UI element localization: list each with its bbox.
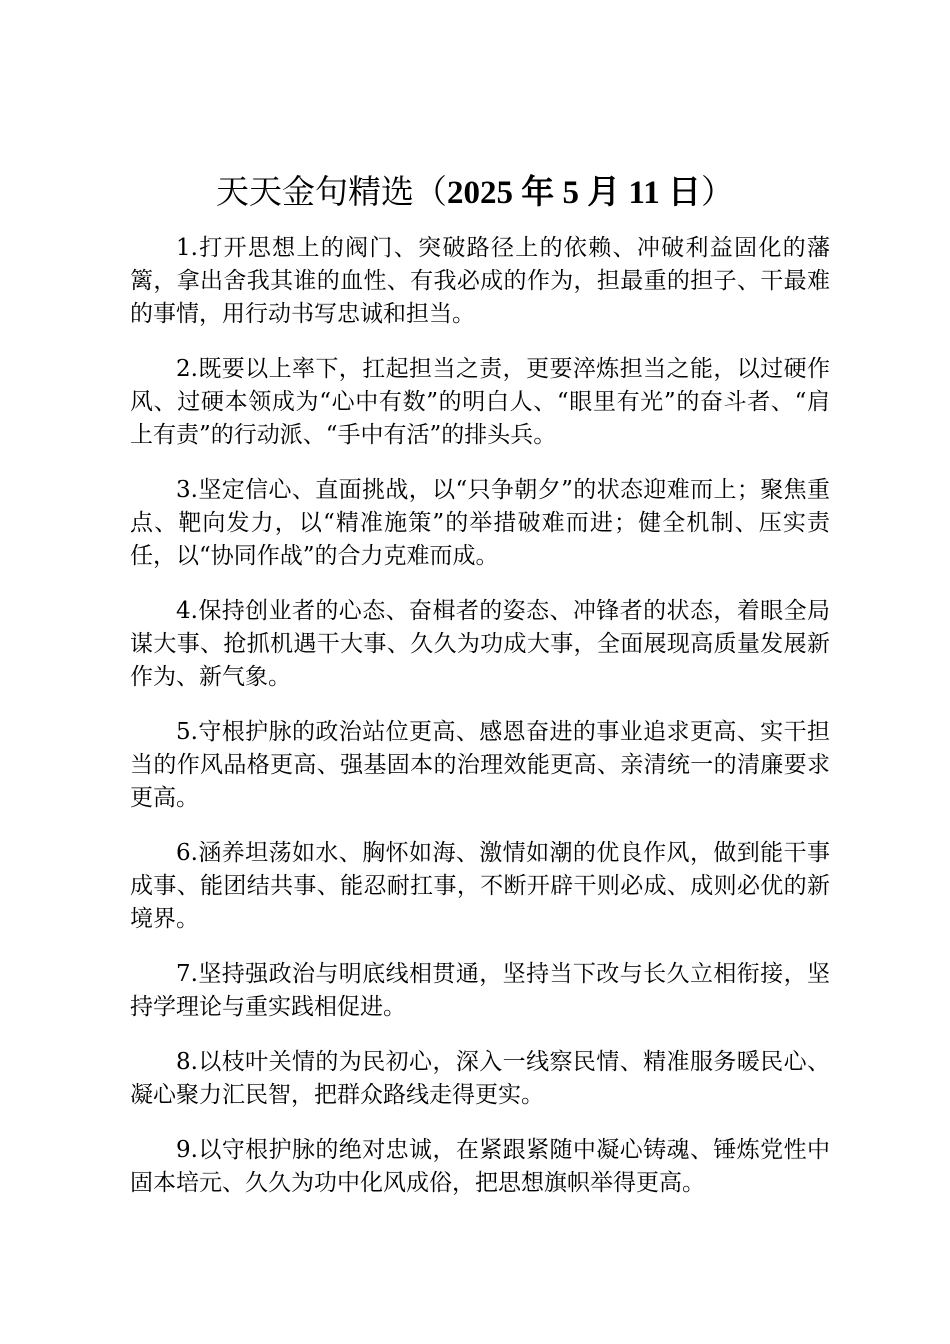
quote-paragraph-4: 4.保持创业者的心态、奋楫者的姿态、冲锋者的状态，着眼全局谋大事、抢抓机遇干大事、久久为功成大事，全面展现高质量发展新作为、新气象。 [130,598,830,690]
quote-paragraph-9: 9.以守根护脉的绝对忠诚，在紧跟紧随中凝心铸魂、锤炼党性中固本培元、久久为功中化风成俗，把思想旗帜举得更高。 [130,1137,830,1196]
quote-paragraph-6: 6.涵养坦荡如水、胸怀如海、激情如潮的优良作风，做到能干事成事、能团结共事、能忍耐扛事，不断开辟干则必成、成则必优的新境界。 [130,840,830,932]
quote-paragraph-7: 7.坚持强政治与明底线相贯通，坚持当下改与长久立相衔接，坚持学理论与重实践相促进。 [130,961,830,1020]
title-date: 2025 年 5 月 11 日 [447,175,701,211]
title-prefix: 天天金句精选（ [216,172,448,211]
quote-paragraph-1: 1.打开思想上的阀门、突破路径上的依赖、冲破利益固化的藩篱，拿出舍我其谁的血性、有我必成的作为，担最重的担子、干最难的事情，用行动书写忠诚和担当。 [130,235,830,327]
document-title [0,168,950,217]
quote-paragraph-2: 2.既要以上率下，扛起担当之责，更要淬炼担当之能，以过硬作风、过硬本领成为“心中有数”的明白人、“眼里有光”的奋斗者、“肩上有责”的行动派、“手中有活”的排头兵。 [130,356,830,448]
document-body [130,232,830,1222]
quote-paragraph-3: 3.坚定信心、直面挑战，以“只争朝夕”的状态迎难而上；聚焦重点、靶向发力，以“精准施策”的举措破难而进；健全机制、压实责任，以“协同作战”的合力克难而成。 [130,477,830,569]
title-suffix: ） [700,172,734,211]
quote-paragraph-5: 5.守根护脉的政治站位更高、感恩奋进的事业追求更高、实干担当的作风品格更高、强基固本的治理效能更高、亲清统一的清廉要求更高。 [130,719,830,811]
quote-paragraph-8: 8.以枝叶关情的为民初心，深入一线察民情、精准服务暖民心、凝心聚力汇民智，把群众路线走得更实。 [130,1049,830,1108]
